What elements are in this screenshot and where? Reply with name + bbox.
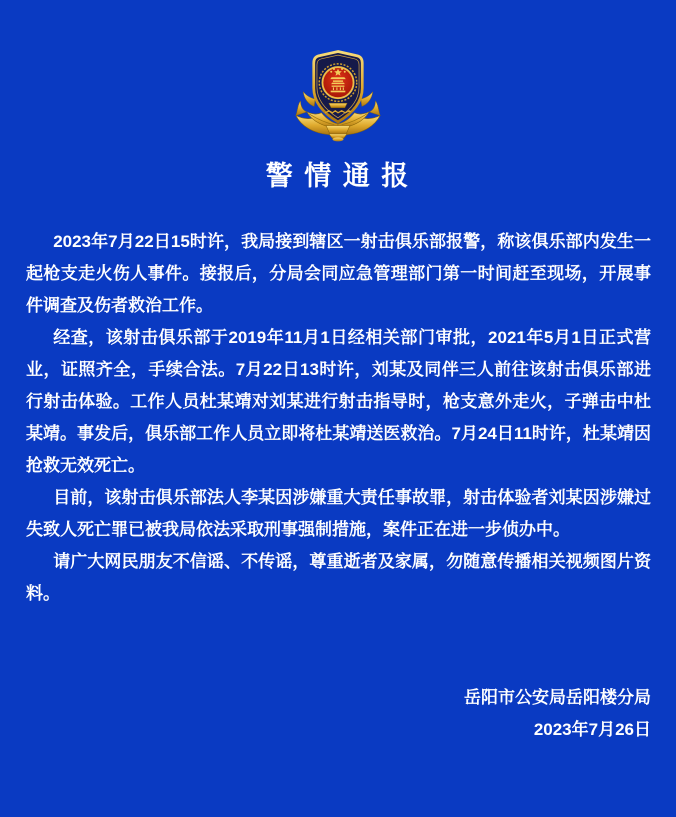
paragraph-legal-measures: 目前，该射击俱乐部法人李某因涉嫌重大责任事故罪，射击体验者刘某因涉嫌过失致人死亡罪已被我局依法采取刑事强制措施，案件正在进一步侦办中。 xyxy=(26,488,651,539)
issuer-name: 岳阳市公安局岳阳楼分局 xyxy=(464,688,651,707)
paragraph-incident-report: 2023年7月22日15时许，我局接到辖区一射击俱乐部报警，称该俱乐部内发生一起枪支走火伤人事件。接报后，分局会同应急管理部门第一时间赶至现场，开展事件调查及伤者救治工作。 xyxy=(26,232,651,315)
police-badge-icon xyxy=(292,46,384,143)
paragraph-public-appeal: 请广大网民朋友不信谣、不传谣，尊重逝者及家属，勿随意传播相关视频图片资料。 xyxy=(26,552,651,603)
paragraph-investigation-findings: 经查，该射击俱乐部于2019年11月1日经相关部门审批，2021年5月1日正式营业，证照齐全，手续合法。7月22日13时许，刘某及同伴三人前往该射击俱乐部进行射击体验。工作人员杜某靖对刘某进行射击指导时，枪支意外走火，子弹击中杜某靖。事发后，俱乐部工作人员立即将杜某靖送医救治。7月24日11时许，杜某靖因抢救无效死亡。 xyxy=(26,328,651,475)
notice-body xyxy=(0,226,676,610)
notice-title: 警 情 通 报 xyxy=(265,161,411,191)
issue-date: 2023年7月26日 xyxy=(533,720,651,739)
signature-block xyxy=(464,682,651,746)
